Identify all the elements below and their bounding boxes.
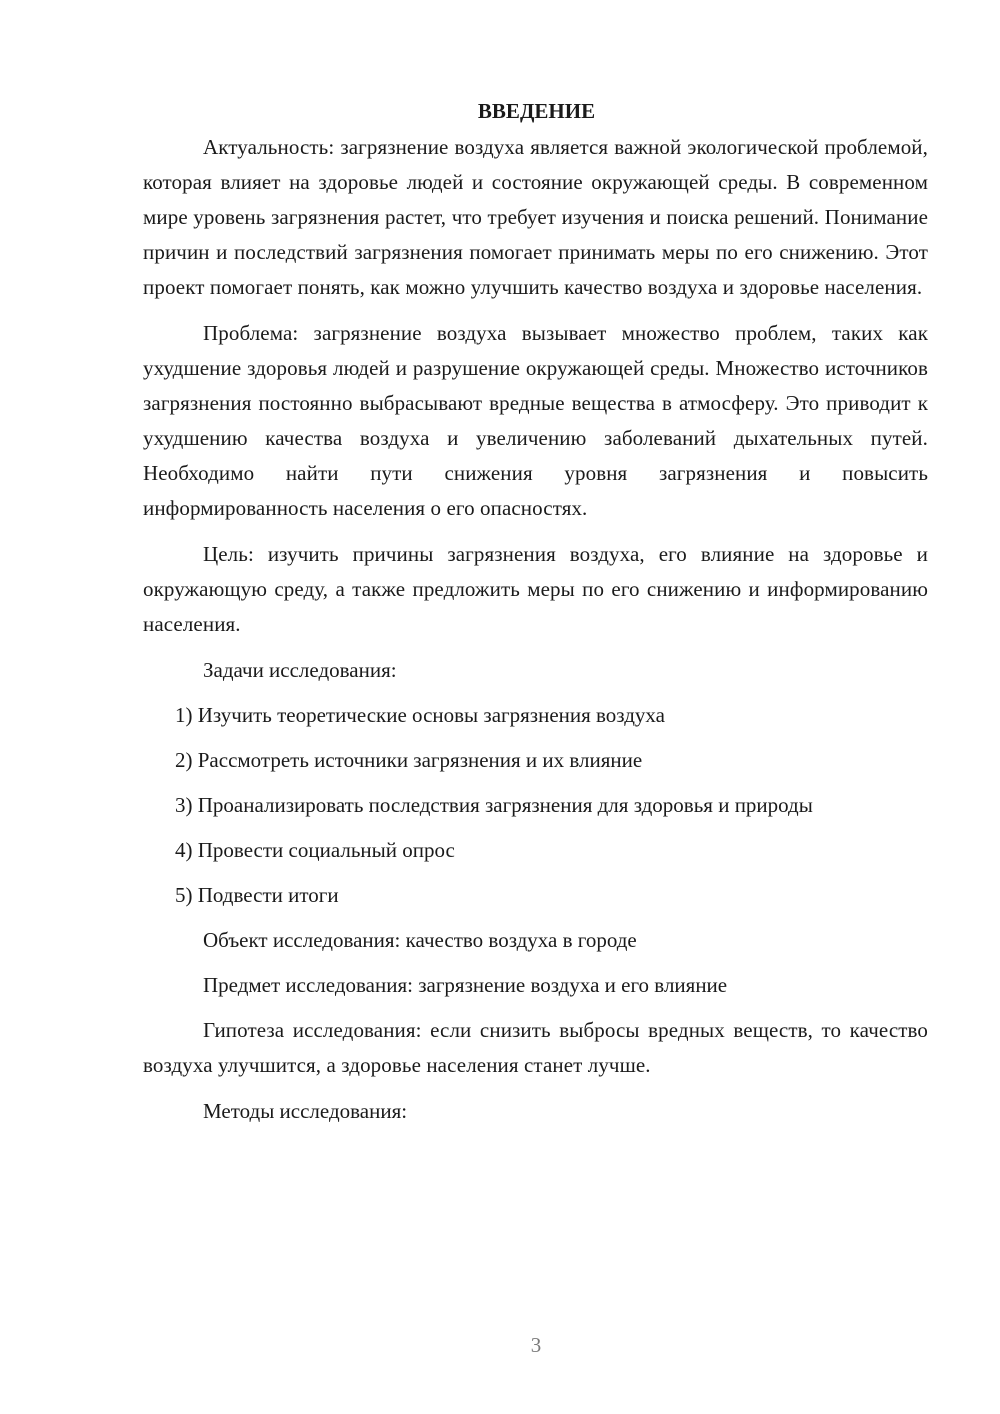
paragraph-relevance: Актуальность: загрязнение воздуха является важной экологической проблемой, которая влияет на здоровье людей и состояние окружающей среды. В современном мире уровень загрязнения растет, что требует изучения и поиска решений. Понимание причин и последствий загрязнения помогает принимать меры по его снижению. Этот проект помогает понять, как можно улучшить качество воздуха и здоровье населения. <box>143 135 928 299</box>
research-object: Объект исследования: качество воздуха в городе <box>203 928 637 952</box>
paragraph-goal: Цель: изучить причины загрязнения воздуха, его влияние на здоровье и окружающую среду, а также предложить меры по его снижению и информированию населения. <box>143 542 928 636</box>
section-title: ВВЕДЕНИЕ <box>477 99 596 123</box>
page-number: 3 <box>530 1333 542 1357</box>
task-item-1: 1) Изучить теоретические основы загрязнения воздуха <box>175 703 665 727</box>
research-hypothesis: Гипотеза исследования: если снизить выбросы вредных веществ, то качество воздуха улучшится, а здоровье населения станет лучше. <box>143 1018 928 1077</box>
task-item-2: 2) Рассмотреть источники загрязнения и их влияние <box>175 748 643 772</box>
task-item-4: 4) Провести социальный опрос <box>175 838 455 862</box>
methods-heading: Методы исследования: <box>203 1099 408 1123</box>
paragraph-problem: Проблема: загрязнение воздуха вызывает множество проблем, таких как ухудшение здоровья людей и разрушение окружающей среды. Множество источников загрязнения постоянно выбрасывают вредные вещества в атмосферу. Это приводит к ухудшению качества воздуха и увеличению заболеваний дыхательных путей. Необходимо найти пути снижения уровня загрязнения и повысить информированность населения о его опасностях. <box>143 321 928 520</box>
task-item-3: 3) Проанализировать последствия загрязнения для здоровья и природы <box>175 793 813 817</box>
research-subject: Предмет исследования: загрязнение воздуха и его влияние <box>203 973 728 997</box>
page-content <box>143 96 928 1139</box>
tasks-heading: Задачи исследования: <box>203 658 397 682</box>
task-item-5: 5) Подвести итоги <box>175 883 339 907</box>
